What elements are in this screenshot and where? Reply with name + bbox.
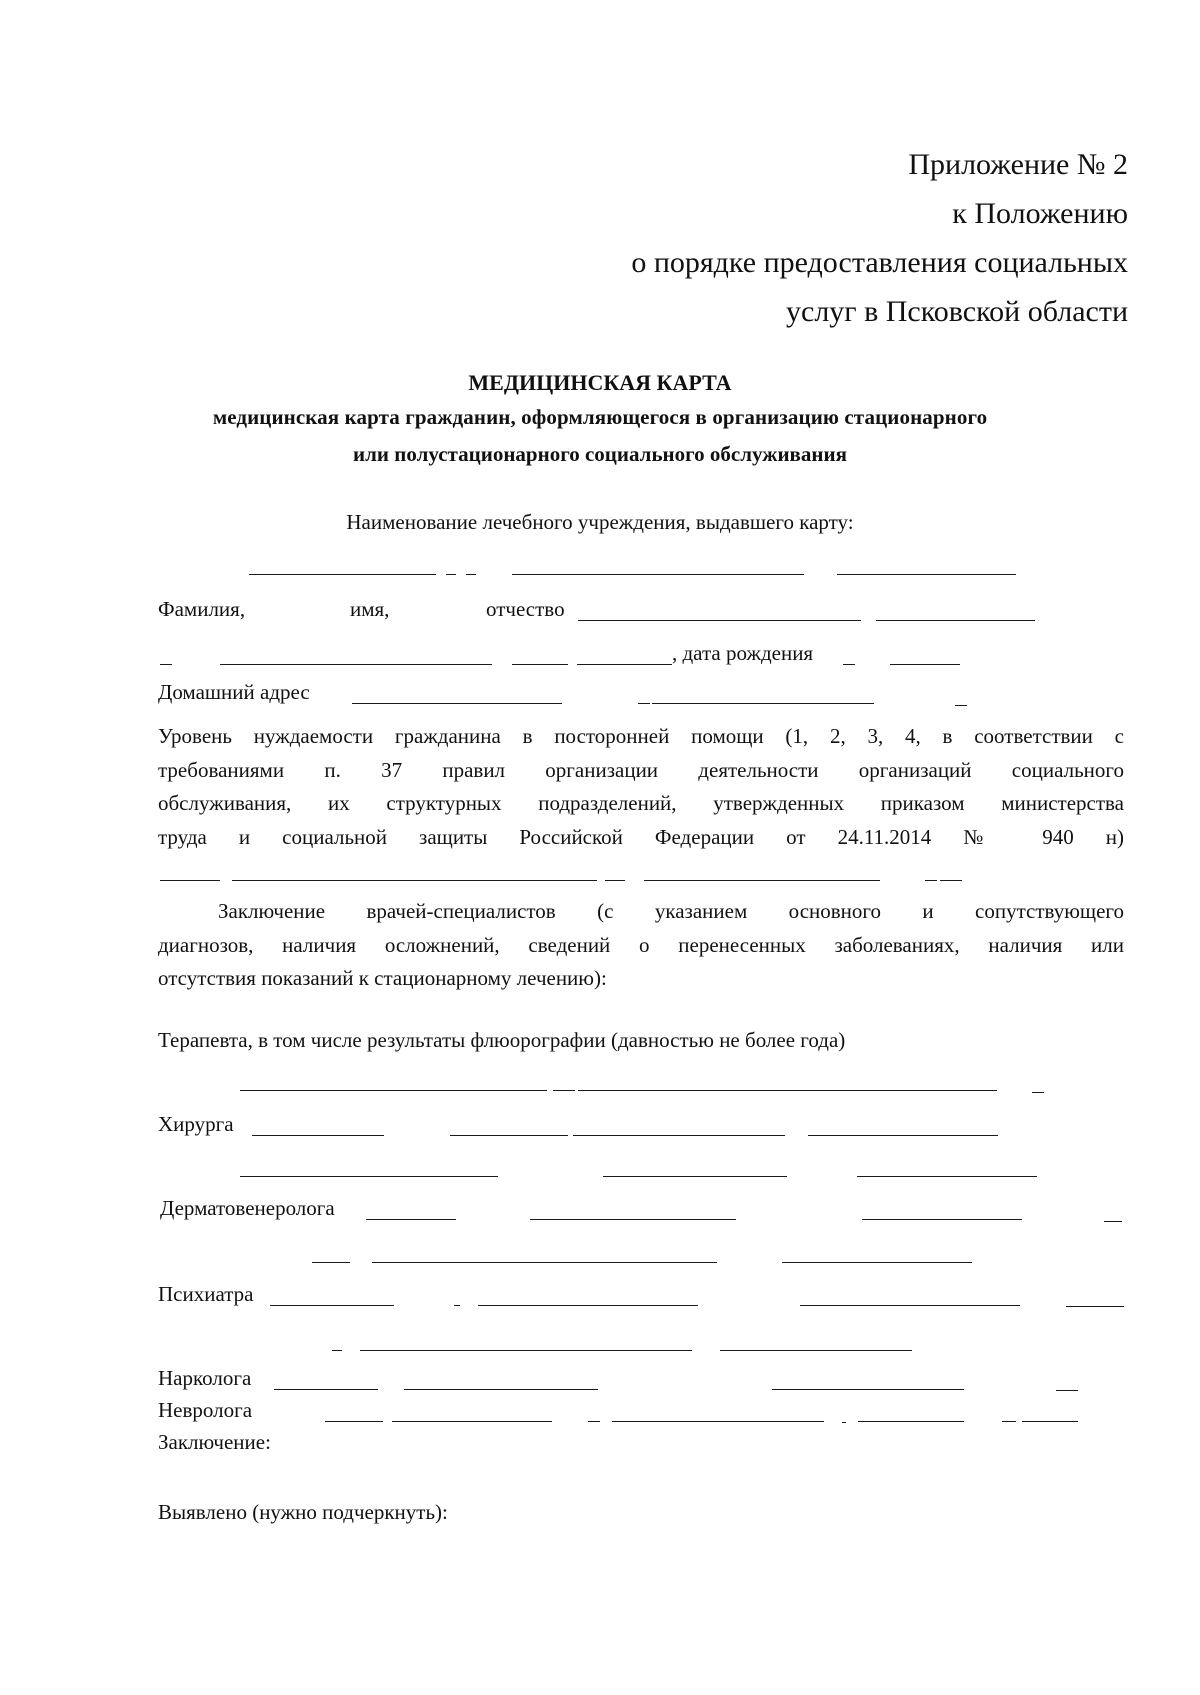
conclusion-intro-line-3: отсутствия показаний к стационарному лечению): bbox=[158, 966, 607, 990]
need-level-paragraph bbox=[158, 720, 1124, 854]
patronymic-label: отчество bbox=[486, 597, 565, 621]
birth-date-label: , дата рождения bbox=[672, 641, 814, 665]
surgeon-label: Хирурга bbox=[158, 1112, 234, 1136]
document-subtitle-line-1: медицинская карта гражданин, оформляющегося в организацию стационарного bbox=[212, 405, 988, 429]
conclusion-intro-line-2: диагнозов, наличия осложнений, сведений о перенесенных заболеваниях, наличия или bbox=[158, 932, 1124, 957]
name-label: имя, bbox=[350, 597, 390, 621]
document-subtitle-line-2: или полустационарного социального обслуживания bbox=[353, 442, 847, 466]
dermatologist-label: Дерматовенеролога bbox=[160, 1196, 335, 1220]
therapist-label: Терапевта, в том числе результаты флюорографии (давностью не более года) bbox=[158, 1028, 846, 1052]
psychiatrist-label: Психиатра bbox=[158, 1282, 254, 1306]
document-title: МЕДИЦИНСКАЯ КАРТА bbox=[468, 370, 732, 395]
neurologist-label: Невролога bbox=[158, 1398, 253, 1422]
narcologist-label: Нарколога bbox=[158, 1366, 252, 1390]
address-label: Домашний адрес bbox=[158, 680, 310, 704]
need-level-line-4: труда и социальной защиты Российской Федерации от 24.11.2014 № 940 н) bbox=[158, 824, 1124, 849]
need-level-line-2: требованиями п. 37 правил организации деятельности организаций социального bbox=[158, 757, 1124, 782]
appendix-line-3: о порядке предоставления социальных bbox=[631, 246, 1128, 279]
conclusion-intro-paragraph bbox=[158, 895, 1124, 996]
need-level-line-1: Уровень нуждаемости гражданина в посторонней помощи (1, 2, 3, 4, в соответствии с bbox=[158, 724, 1124, 748]
revealed-label: Выявлено (нужно подчеркнуть): bbox=[158, 1500, 448, 1524]
appendix-line-2: к Положению bbox=[952, 197, 1128, 230]
conclusion-intro-line-1: Заключение врачей-специалистов (с указанием основного и сопутствующего bbox=[218, 899, 1124, 923]
surname-label: Фамилия, bbox=[158, 597, 246, 621]
appendix-line-4: услуг в Псковской области bbox=[786, 295, 1128, 328]
appendix-line-1: Приложение № 2 bbox=[908, 148, 1128, 181]
need-level-line-3: обслуживания, их структурных подразделений, утвержденных приказом министерства bbox=[158, 791, 1124, 815]
conclusion-label: Заключение: bbox=[158, 1430, 271, 1454]
institution-label: Наименование лечебного учреждения, выдавшего карту: bbox=[346, 510, 854, 534]
